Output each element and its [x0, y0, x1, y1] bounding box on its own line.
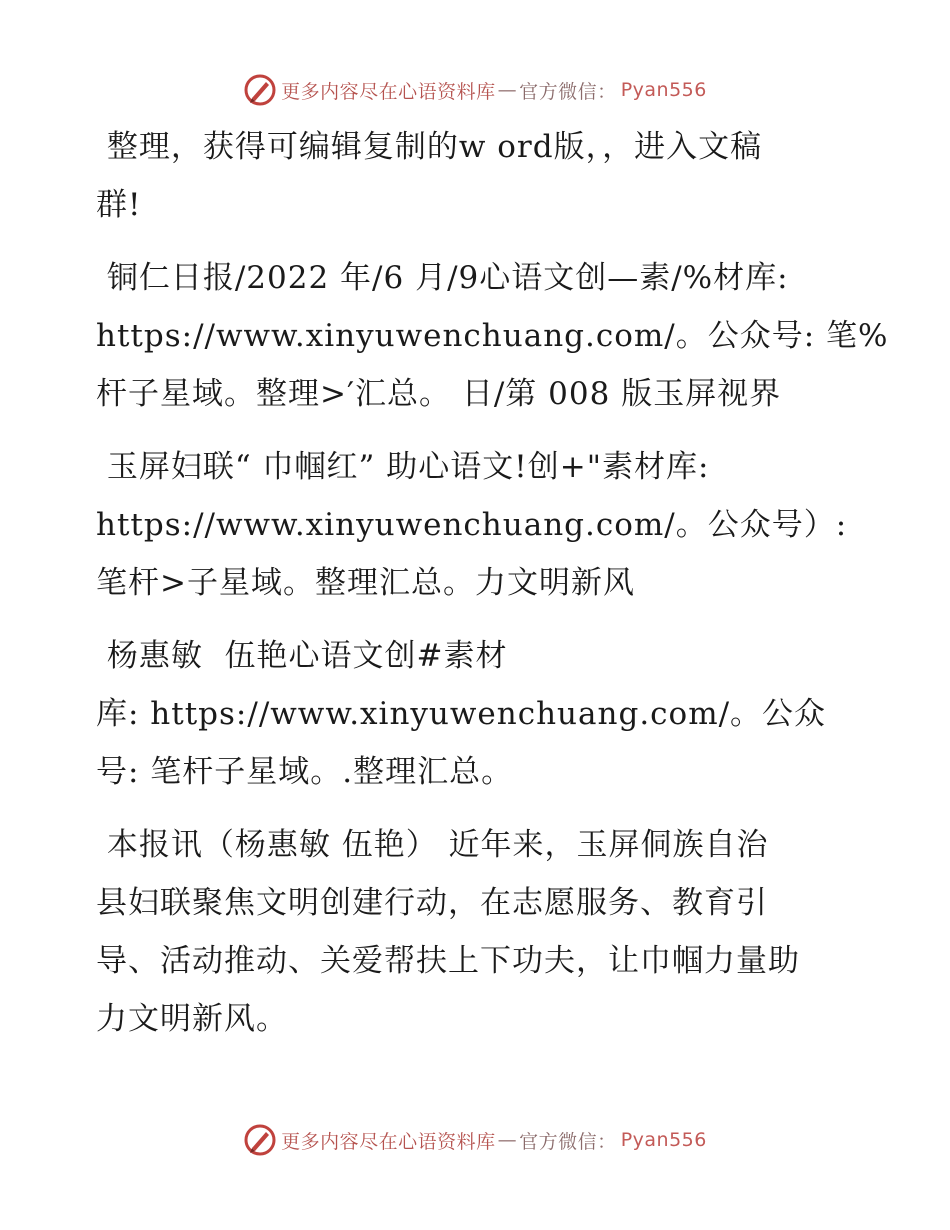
pen-logo-icon — [243, 1123, 277, 1157]
paragraph — [96, 249, 889, 423]
pen-logo-icon — [243, 73, 277, 107]
text-line: 县妇联聚焦文明创建行动，在志愿服务、教育引 — [96, 885, 768, 921]
text-line: https://www.xinyuwenchuang.com/。公众号: 笔% — [96, 318, 889, 354]
text-line: 本报讯（杨惠敏 伍艳） 近年来，玉屏侗族自治 — [96, 827, 769, 863]
text-line: https://www.xinyuwenchuang.com/。公众号）: — [96, 507, 848, 543]
text-line: 库: https://www.xinyuwenchuang.com/。公众 — [96, 696, 827, 732]
text-line: 群! — [96, 187, 142, 223]
footer-banner — [0, 1120, 950, 1160]
banner-tagline: 更多内容尽在心语资料库 — [281, 80, 496, 103]
banner-separator: — — [497, 1129, 518, 1151]
banner-wechat-label: 官方微信： — [519, 1130, 617, 1153]
document-body — [96, 118, 889, 1063]
text-line: 笔杆>子星域。整理汇总。力文明新风 — [96, 565, 635, 601]
text-line: 力文明新风。 — [96, 1001, 288, 1037]
text-line: 杆子星域。整理>′汇总。 日/第 008 版玉屏视界 — [96, 376, 782, 412]
text-line: 号: 笔杆子星域。.整理汇总。 — [96, 754, 514, 790]
text-line: 玉屏妇联“ 巾帼红” 助心语文!创+"素材库: — [96, 449, 710, 485]
banner-separator: — — [497, 79, 518, 101]
header-banner — [0, 70, 950, 110]
banner-wechat-id: Pyan556 — [620, 79, 707, 101]
text-line: 杨惠敏 伍艳心语文创#素材 — [96, 638, 508, 674]
paragraph — [96, 438, 856, 612]
paragraph — [96, 118, 856, 234]
paragraph — [96, 627, 856, 801]
banner-wechat-id: Pyan556 — [620, 1129, 707, 1151]
paragraph — [96, 816, 856, 1048]
text-line: 整理，获得可编辑复制的w ord版，，进入文稿 — [96, 129, 763, 165]
text-line: 导、活动推动、关爱帮扶上下功夫，让巾帼力量助 — [96, 943, 800, 979]
banner-tagline: 更多内容尽在心语资料库 — [281, 1130, 496, 1153]
text-line: 铜仁日报/2022 年/6 月/9心语文创—素/%材库: — [96, 260, 789, 296]
banner-wechat-label: 官方微信： — [519, 80, 617, 103]
